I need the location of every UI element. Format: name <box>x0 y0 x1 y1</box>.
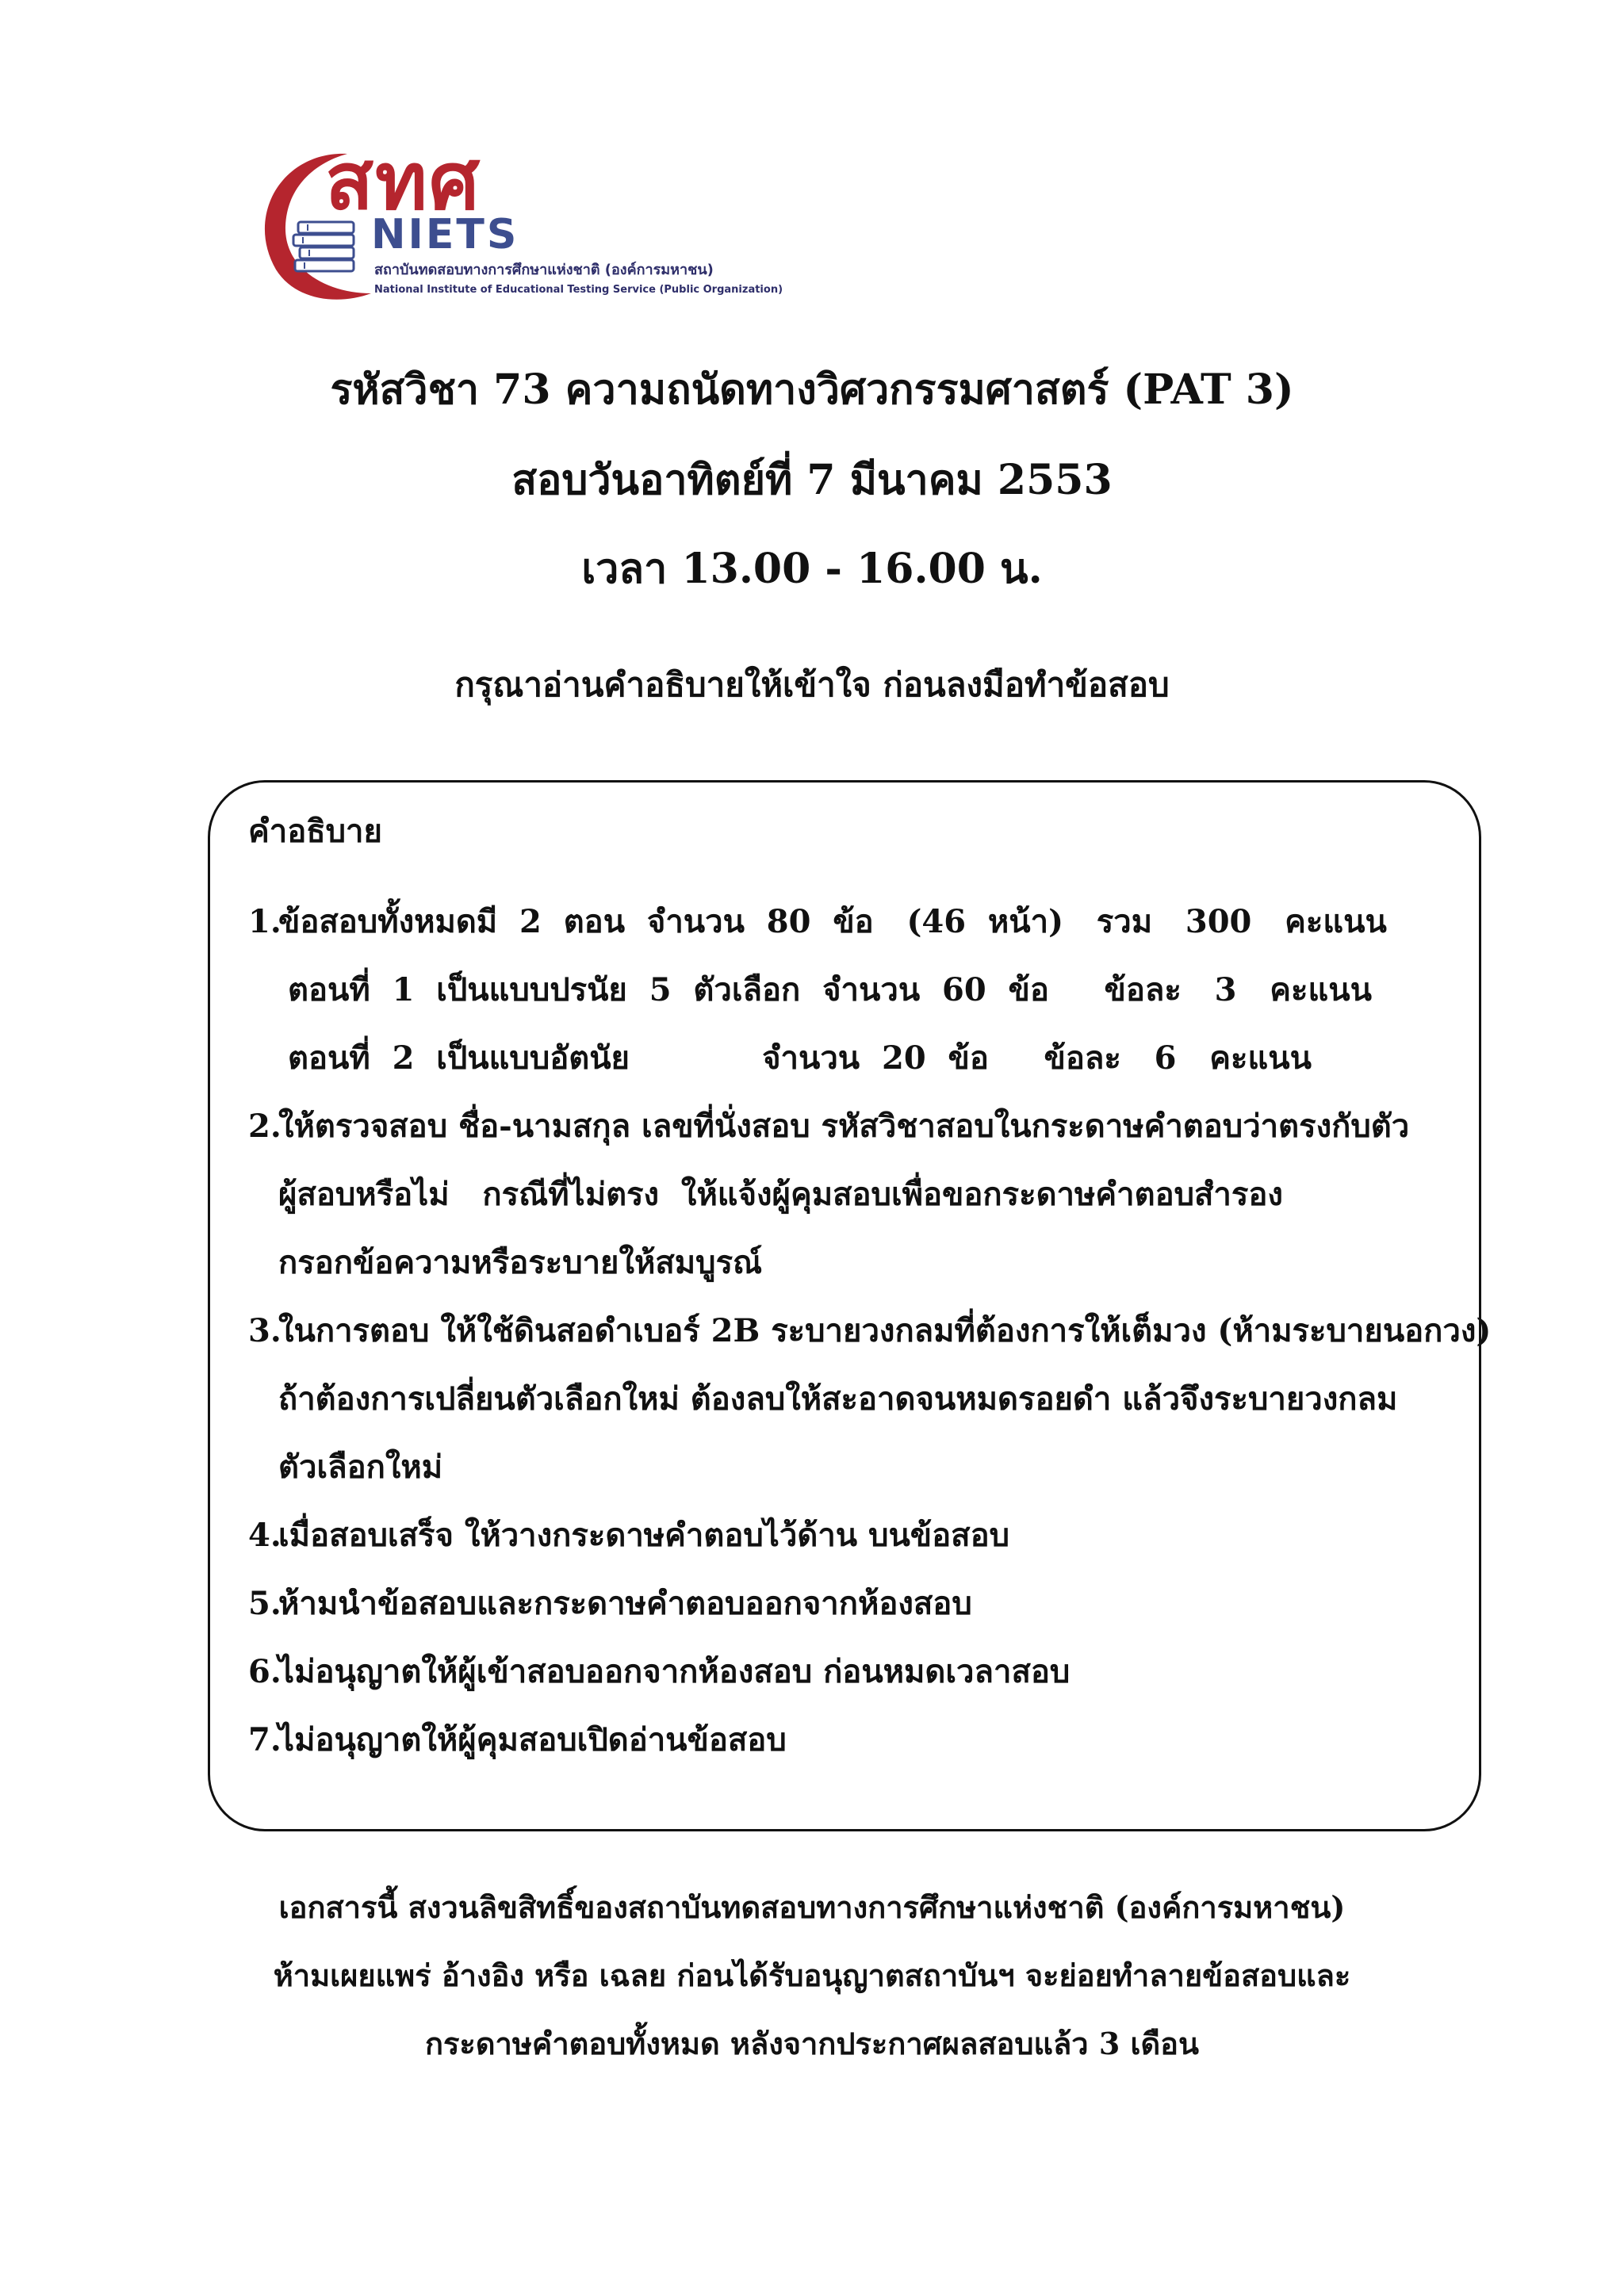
copyright-notice-line-3: กระดาษคำตอบทั้งหมด หลังจากประกาศผลสอบแล้ว 3 เดือน <box>425 2026 1199 2061</box>
item-number: 5. <box>248 1585 282 1622</box>
item-number: 1. <box>248 903 282 940</box>
item-number: 7. <box>248 1721 282 1758</box>
copyright-notice-line-1: เอกสารนี้ สงวนลิขสิทธิ์ของสถาบันทดสอบทางการศึกษาแห่งชาติ (องค์การมหาชน) <box>278 1889 1346 1925</box>
instruction-item-1-line-2: ตอนที่ 1 เป็นแบบปรนัย 5 ตัวเลือก จำนวน 60 ข้อ ข้อละ 3 คะแนน <box>288 971 1372 1008</box>
item-text: ไม่อนุญาตให้ผู้คุมสอบเปิดอ่านข้อสอบ <box>278 1721 787 1758</box>
instruction-item-6 <box>248 1651 1070 1693</box>
exam-date: สอบวันอาทิตย์ที่ 7 มีนาคม 2553 <box>511 456 1113 504</box>
item-text: ให้ตรวจสอบ ชื่อ-นามสกุล เลขที่นั่งสอบ รหัสวิชาสอบในกระดาษคำตอบว่าตรงกับตัว <box>278 1108 1410 1145</box>
item-text: ในการตอบ ให้ใช้ดินสอดำเบอร์ 2B ระบายวงกลมที่ต้องการให้เต็มวง (ห้ามระบายนอกวง) <box>278 1312 1492 1349</box>
copyright-notice-line-2: ห้ามเผยแพร่ อ้างอิง หรือ เฉลย ก่อนได้รับอนุญาตสถาบันฯ จะย่อยทำลายข้อสอบและ <box>273 1957 1351 1993</box>
instructions-heading: คำอธิบาย <box>248 813 382 850</box>
item-text: ห้ามนำข้อสอบและกระดาษคำตอบออกจากห้องสอบ <box>278 1585 972 1622</box>
instruction-item-5 <box>248 1583 972 1624</box>
instruction-item-1 <box>248 901 1387 943</box>
item-number: 3. <box>248 1312 282 1349</box>
instruction-item-1-line-3: ตอนที่ 2 เป็นแบบอัตนัย จำนวน 20 ข้อ ข้อละ 6 คะแนน <box>288 1039 1312 1077</box>
niets-logo <box>252 135 783 309</box>
item-number: 2. <box>248 1108 282 1145</box>
item-number: 4. <box>248 1517 282 1554</box>
item-text: ข้อสอบทั้งหมดมี 2 ตอน จำนวน 80 ข้อ (46 หน้า) รวม 300 คะแนน <box>278 903 1387 940</box>
instruction-item-2-line-2: ผู้สอบหรือไม่ กรณีที่ไม่ตรง ให้แจ้งผู้คุมสอบเพื่อขอกระดาษคำตอบสำรอง <box>278 1176 1283 1213</box>
logo-wordmark: สทศ <box>325 135 481 228</box>
instruction-item-7 <box>248 1720 787 1761</box>
instruction-item-3-line-3: ตัวเลือกใหม่ <box>278 1448 443 1486</box>
read-instructions-notice: กรุณาอ่านคำอธิบายให้เข้าใจ ก่อนลงมือทำข้อสอบ <box>454 665 1170 704</box>
subject-title: รหัสวิชา 73 ความถนัดทางวิศวกรรมศาสตร์ (PAT 3) <box>330 365 1294 414</box>
item-text: เมื่อสอบเสร็จ ให้วางกระดาษคำตอบไว้ด้าน บนข้อสอบ <box>278 1517 1009 1554</box>
logo-org-name-en: National Institute of Educational Testing Service (Public Organization) <box>374 284 783 296</box>
instruction-item-2-line-3: กรอกข้อความหรือระบายให้สมบูรณ์ <box>278 1244 763 1281</box>
instruction-item-3-line-2: ถ้าต้องการเปลี่ยนตัวเลือกใหม่ ต้องลบให้สะอาดจนหมดรอยดำ แล้วจึงระบายวงกลม <box>278 1380 1398 1418</box>
instruction-item-4 <box>248 1515 1009 1556</box>
item-text: ไม่อนุญาตให้ผู้เข้าสอบออกจากห้องสอบ ก่อนหมดเวลาสอบ <box>278 1653 1071 1690</box>
item-number: 6. <box>248 1653 282 1690</box>
logo-acronym: NIETS <box>371 211 519 258</box>
exam-time: เวลา 13.00 - 16.00 น. <box>581 545 1043 593</box>
instruction-item-2 <box>248 1106 1409 1147</box>
instruction-item-3 <box>248 1311 1491 1352</box>
instructions-box <box>208 780 1492 1831</box>
logo-org-name-th: สถาบันทดสอบทางการศึกษาแห่งชาติ (องค์การมหาชน) <box>374 262 714 278</box>
